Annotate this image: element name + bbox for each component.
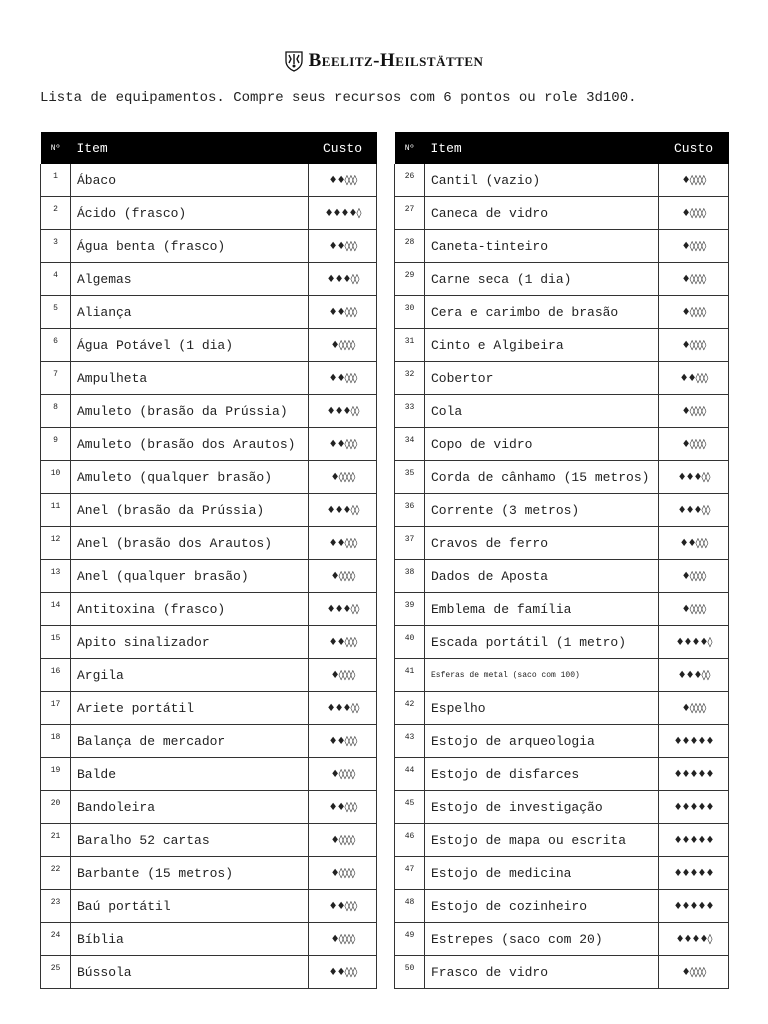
item-name: Amuleto (brasão da Prússia) — [71, 395, 309, 428]
item-cost-rating: ♦♦♦◊◊ — [309, 494, 377, 527]
column-header-cost: Custo — [659, 132, 729, 164]
item-number: 38 — [395, 560, 425, 593]
item-name: Antitoxina (frasco) — [71, 593, 309, 626]
table-row — [41, 164, 377, 197]
item-number: 7 — [41, 362, 71, 395]
table-row — [41, 494, 377, 527]
item-number: 24 — [41, 923, 71, 956]
item-cost-rating: ♦♦◊◊◊ — [309, 362, 377, 395]
item-cost-rating: ♦◊◊◊◊ — [309, 329, 377, 362]
item-cost-rating: ♦♦♦◊◊ — [309, 395, 377, 428]
table-row — [41, 626, 377, 659]
table-row — [41, 692, 377, 725]
item-cost-rating: ♦◊◊◊◊ — [659, 593, 729, 626]
item-cost-rating: ♦♦♦♦♦ — [659, 791, 729, 824]
item-name: Barbante (15 metros) — [71, 857, 309, 890]
table-row — [395, 395, 729, 428]
table-row — [395, 791, 729, 824]
item-number: 36 — [395, 494, 425, 527]
item-name: Copo de vidro — [425, 428, 659, 461]
table-row — [41, 923, 377, 956]
item-number: 33 — [395, 395, 425, 428]
item-number: 48 — [395, 890, 425, 923]
item-number: 34 — [395, 428, 425, 461]
table-row — [395, 659, 729, 692]
table-row — [395, 494, 729, 527]
item-name: Apito sinalizador — [71, 626, 309, 659]
item-name: Cantil (vazio) — [425, 164, 659, 197]
table-row — [41, 857, 377, 890]
table-row — [395, 296, 729, 329]
table-row — [395, 197, 729, 230]
table-row — [41, 956, 377, 989]
item-name: Escada portátil (1 metro) — [425, 626, 659, 659]
item-cost-rating: ♦♦◊◊◊ — [309, 956, 377, 989]
item-cost-rating: ♦♦◊◊◊ — [659, 362, 729, 395]
table-row — [395, 428, 729, 461]
table-row — [395, 560, 729, 593]
item-name: Cera e carimbo de brasão — [425, 296, 659, 329]
item-number: 3 — [41, 230, 71, 263]
item-name: Cobertor — [425, 362, 659, 395]
item-number: 49 — [395, 923, 425, 956]
item-number: 8 — [41, 395, 71, 428]
item-cost-rating: ♦◊◊◊◊ — [309, 560, 377, 593]
item-cost-rating: ♦♦♦◊◊ — [659, 659, 729, 692]
item-number: 26 — [395, 164, 425, 197]
column-header-item: Item — [71, 132, 309, 164]
item-cost-rating: ♦♦♦◊◊ — [659, 461, 729, 494]
item-number: 12 — [41, 527, 71, 560]
item-number: 5 — [41, 296, 71, 329]
table-row — [41, 659, 377, 692]
item-name: Ábaco — [71, 164, 309, 197]
table-row — [395, 593, 729, 626]
item-name: Anel (brasão da Prússia) — [71, 494, 309, 527]
item-name: Ariete portátil — [71, 692, 309, 725]
item-name: Bússola — [71, 956, 309, 989]
item-number: 30 — [395, 296, 425, 329]
item-cost-rating: ♦♦♦♦◊ — [659, 626, 729, 659]
item-cost-rating: ♦♦♦♦♦ — [659, 758, 729, 791]
table-row — [395, 263, 729, 296]
item-cost-rating: ♦♦♦♦◊ — [659, 923, 729, 956]
item-cost-rating: ♦♦◊◊◊ — [309, 791, 377, 824]
item-cost-rating: ♦♦◊◊◊ — [309, 626, 377, 659]
item-number: 14 — [41, 593, 71, 626]
item-name: Dados de Aposta — [425, 560, 659, 593]
item-number: 11 — [41, 494, 71, 527]
column-header-cost: Custo — [309, 132, 377, 164]
item-number: 15 — [41, 626, 71, 659]
table-row — [395, 164, 729, 197]
item-number: 23 — [41, 890, 71, 923]
item-cost-rating: ♦◊◊◊◊ — [659, 395, 729, 428]
item-name: Aliança — [71, 296, 309, 329]
table-row — [41, 593, 377, 626]
item-number: 16 — [41, 659, 71, 692]
item-number: 4 — [41, 263, 71, 296]
item-number: 43 — [395, 725, 425, 758]
item-number: 13 — [41, 560, 71, 593]
table-row — [41, 296, 377, 329]
item-name: Corrente (3 metros) — [425, 494, 659, 527]
shield-crest-icon — [285, 50, 303, 72]
item-name: Cravos de ferro — [425, 527, 659, 560]
item-name: Bíblia — [71, 923, 309, 956]
item-number: 17 — [41, 692, 71, 725]
item-number: 18 — [41, 725, 71, 758]
item-name: Cola — [425, 395, 659, 428]
item-cost-rating: ♦♦♦♦♦ — [659, 857, 729, 890]
table-row — [395, 890, 729, 923]
table-row — [395, 758, 729, 791]
table-row — [41, 461, 377, 494]
table-row — [41, 362, 377, 395]
item-name: Baralho 52 cartas — [71, 824, 309, 857]
item-name: Carne seca (1 dia) — [425, 263, 659, 296]
item-cost-rating: ♦◊◊◊◊ — [659, 560, 729, 593]
table-row — [395, 857, 729, 890]
equipment-table-left — [40, 132, 377, 989]
item-number: 47 — [395, 857, 425, 890]
item-name: Algemas — [71, 263, 309, 296]
item-cost-rating: ♦◊◊◊◊ — [659, 230, 729, 263]
item-number: 50 — [395, 956, 425, 989]
item-cost-rating: ♦♦◊◊◊ — [659, 527, 729, 560]
item-cost-rating: ♦◊◊◊◊ — [659, 197, 729, 230]
item-number: 27 — [395, 197, 425, 230]
item-cost-rating: ♦♦◊◊◊ — [309, 164, 377, 197]
item-number: 44 — [395, 758, 425, 791]
item-number: 2 — [41, 197, 71, 230]
document-header — [0, 50, 768, 72]
item-cost-rating: ♦♦◊◊◊ — [309, 428, 377, 461]
item-number: 32 — [395, 362, 425, 395]
item-number: 21 — [41, 824, 71, 857]
item-cost-rating: ♦◊◊◊◊ — [309, 824, 377, 857]
item-number: 10 — [41, 461, 71, 494]
item-name: Estojo de cozinheiro — [425, 890, 659, 923]
table-row — [395, 362, 729, 395]
item-number: 9 — [41, 428, 71, 461]
table-row — [41, 791, 377, 824]
table-row — [41, 890, 377, 923]
item-name: Amuleto (qualquer brasão) — [71, 461, 309, 494]
table-row — [41, 725, 377, 758]
table-row — [395, 923, 729, 956]
item-name: Estojo de mapa ou escrita — [425, 824, 659, 857]
item-cost-rating: ♦◊◊◊◊ — [659, 428, 729, 461]
item-name: Cinto e Algibeira — [425, 329, 659, 362]
table-row — [41, 527, 377, 560]
table-row — [41, 428, 377, 461]
item-name: Anel (qualquer brasão) — [71, 560, 309, 593]
item-name: Caneta-tinteiro — [425, 230, 659, 263]
item-name: Estojo de disfarces — [425, 758, 659, 791]
item-cost-rating: ♦◊◊◊◊ — [309, 857, 377, 890]
column-header-number: Nº — [395, 132, 425, 164]
item-cost-rating: ♦◊◊◊◊ — [659, 329, 729, 362]
item-name: Bandoleira — [71, 791, 309, 824]
item-cost-rating: ♦♦♦◊◊ — [659, 494, 729, 527]
item-cost-rating: ♦♦◊◊◊ — [309, 230, 377, 263]
item-name: Frasco de vidro — [425, 956, 659, 989]
item-cost-rating: ♦♦◊◊◊ — [309, 890, 377, 923]
item-name: Caneca de vidro — [425, 197, 659, 230]
item-number: 19 — [41, 758, 71, 791]
item-name: Ácido (frasco) — [71, 197, 309, 230]
item-cost-rating: ♦◊◊◊◊ — [659, 956, 729, 989]
item-name: Ampulheta — [71, 362, 309, 395]
item-name: Anel (brasão dos Arautos) — [71, 527, 309, 560]
item-number: 37 — [395, 527, 425, 560]
table-row — [41, 824, 377, 857]
table-row — [395, 692, 729, 725]
item-name: Balde — [71, 758, 309, 791]
item-cost-rating: ♦♦♦◊◊ — [309, 593, 377, 626]
table-row — [395, 626, 729, 659]
item-cost-rating: ♦◊◊◊◊ — [659, 296, 729, 329]
table-row — [41, 395, 377, 428]
table-row — [41, 197, 377, 230]
item-name: Estrepes (saco com 20) — [425, 923, 659, 956]
document-title: Beelitz-Heilstätten — [308, 50, 484, 71]
item-number: 22 — [41, 857, 71, 890]
item-number: 31 — [395, 329, 425, 362]
item-number: 46 — [395, 824, 425, 857]
item-cost-rating: ♦♦♦♦♦ — [659, 824, 729, 857]
item-cost-rating: ♦◊◊◊◊ — [659, 692, 729, 725]
item-number: 42 — [395, 692, 425, 725]
item-number: 35 — [395, 461, 425, 494]
table-row — [41, 230, 377, 263]
item-name: Esferas de metal (saco com 100) — [425, 659, 659, 692]
item-name: Água Potável (1 dia) — [71, 329, 309, 362]
item-number: 39 — [395, 593, 425, 626]
table-row — [41, 758, 377, 791]
equipment-table-right — [394, 132, 729, 989]
table-row — [41, 263, 377, 296]
item-name: Baú portátil — [71, 890, 309, 923]
item-cost-rating: ♦♦♦◊◊ — [309, 692, 377, 725]
item-name: Corda de cânhamo (15 metros) — [425, 461, 659, 494]
item-cost-rating: ♦♦♦♦♦ — [659, 890, 729, 923]
table-row — [41, 329, 377, 362]
table-row — [395, 725, 729, 758]
table-row — [395, 329, 729, 362]
item-cost-rating: ♦◊◊◊◊ — [309, 461, 377, 494]
item-cost-rating: ♦◊◊◊◊ — [309, 659, 377, 692]
item-name: Emblema de família — [425, 593, 659, 626]
item-number: 41 — [395, 659, 425, 692]
item-name: Espelho — [425, 692, 659, 725]
item-number: 20 — [41, 791, 71, 824]
item-number: 28 — [395, 230, 425, 263]
item-cost-rating: ♦◊◊◊◊ — [309, 923, 377, 956]
item-name: Água benta (frasco) — [71, 230, 309, 263]
item-number: 6 — [41, 329, 71, 362]
item-cost-rating: ♦♦◊◊◊ — [309, 296, 377, 329]
item-cost-rating: ♦♦♦♦♦ — [659, 725, 729, 758]
document-subtitle: Lista de equipamentos. Compre seus recursos com 6 pontos ou role 3d100. — [40, 90, 637, 106]
column-header-item: Item — [425, 132, 659, 164]
item-cost-rating: ♦◊◊◊◊ — [659, 263, 729, 296]
item-number: 40 — [395, 626, 425, 659]
table-row — [395, 230, 729, 263]
item-number: 45 — [395, 791, 425, 824]
item-cost-rating: ♦◊◊◊◊ — [659, 164, 729, 197]
item-cost-rating: ♦◊◊◊◊ — [309, 758, 377, 791]
item-number: 25 — [41, 956, 71, 989]
column-header-number: Nº — [41, 132, 71, 164]
table-row — [41, 560, 377, 593]
item-cost-rating: ♦♦♦◊◊ — [309, 263, 377, 296]
item-name: Balança de mercador — [71, 725, 309, 758]
table-header-row — [41, 132, 377, 164]
item-name: Argila — [71, 659, 309, 692]
item-name: Amuleto (brasão dos Arautos) — [71, 428, 309, 461]
item-name: Estojo de medicina — [425, 857, 659, 890]
item-cost-rating: ♦♦◊◊◊ — [309, 725, 377, 758]
table-row — [395, 461, 729, 494]
item-number: 1 — [41, 164, 71, 197]
item-cost-rating: ♦♦♦♦◊ — [309, 197, 377, 230]
item-cost-rating: ♦♦◊◊◊ — [309, 527, 377, 560]
item-number: 29 — [395, 263, 425, 296]
table-row — [395, 956, 729, 989]
table-row — [395, 527, 729, 560]
table-header-row — [395, 132, 729, 164]
table-row — [395, 824, 729, 857]
item-name: Estojo de investigação — [425, 791, 659, 824]
item-name: Estojo de arqueologia — [425, 725, 659, 758]
